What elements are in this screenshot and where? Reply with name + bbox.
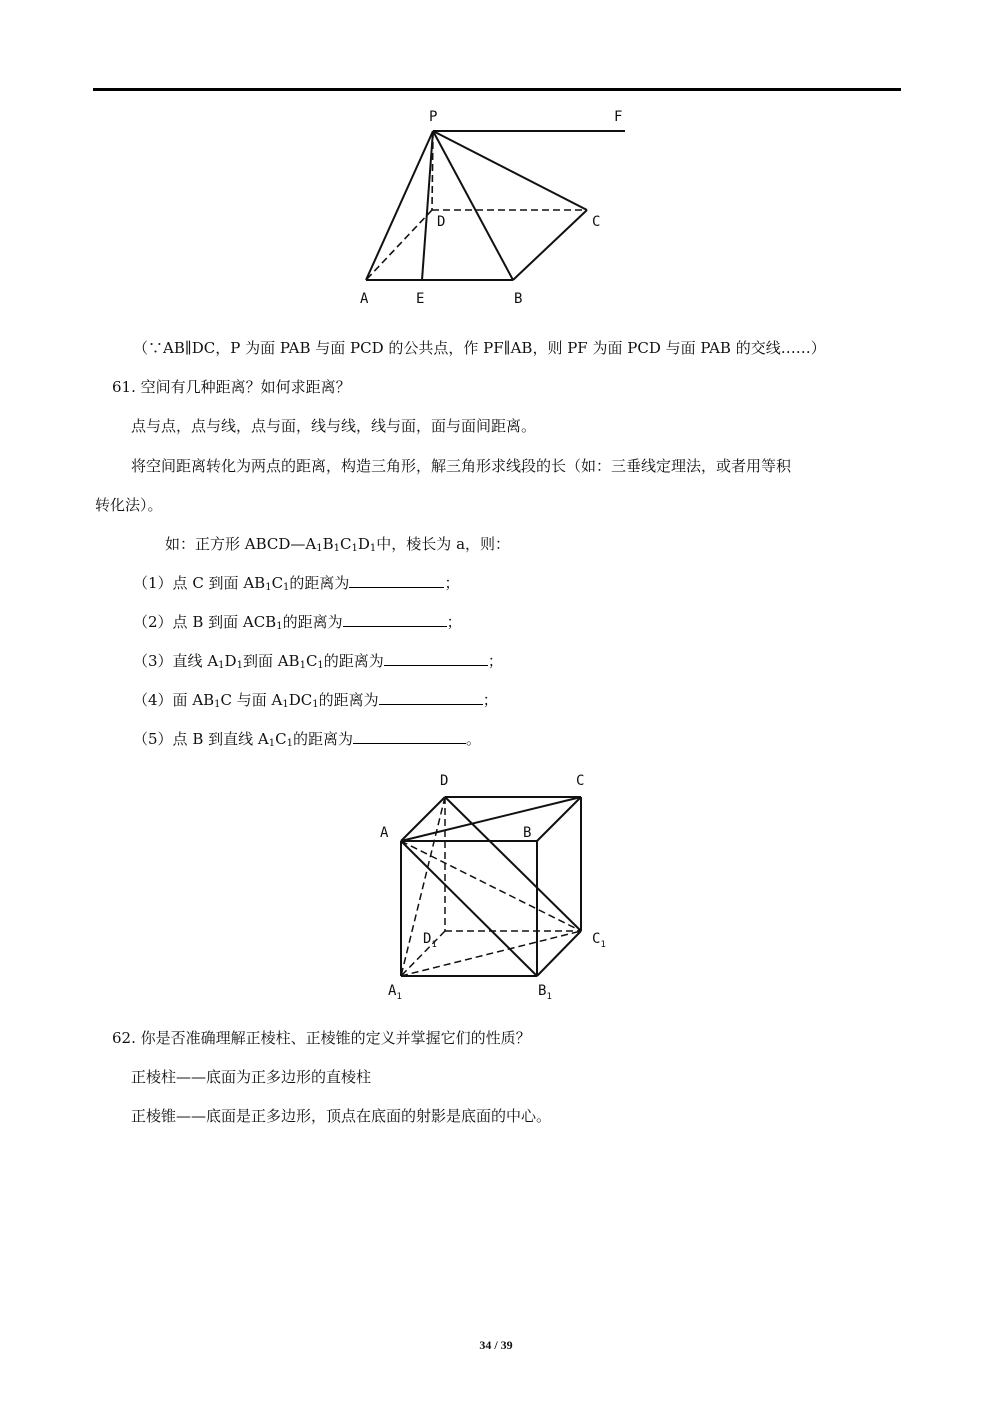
label-B: B (514, 291, 523, 307)
diag-AC (401, 797, 581, 841)
label-D: D (437, 214, 446, 230)
q62-question: 你是否准确理解正棱柱、正棱锥的定义并掌握它们的性质？ (140, 1029, 531, 1047)
answer-blank-2[interactable] (343, 612, 447, 627)
label-E: E (416, 291, 425, 307)
cube-label-A: A (380, 825, 389, 841)
cube-label-C1: $C_1$ (592, 931, 606, 950)
answer-blank-4[interactable] (379, 690, 483, 705)
edge-BC (537, 797, 581, 841)
cube-label-D: D (440, 773, 449, 789)
line-PC (433, 131, 587, 210)
diag-AC1 (401, 841, 581, 931)
q61-item-4: （4）面 $AB_1C$ 与面 $A_1DC_1$的距离为 ； (133, 691, 498, 710)
q61-question: 空间有几种距离？如何求距离？ (140, 378, 351, 396)
cube-label-B1: $B_1$ (538, 983, 552, 1002)
label-C: C (592, 214, 601, 230)
edge-AD (401, 797, 445, 841)
q61-answer2-line2: 转化法）。 (95, 496, 163, 514)
q62-number: 62. (112, 1029, 136, 1047)
q61-answer1: 点与点，点与线，点与面，线与线，线与面，面与面间距离。 (131, 417, 537, 435)
label-F: F (614, 109, 623, 125)
line-PD (432, 131, 433, 210)
edge-B1C1 (537, 931, 581, 976)
cube-label-A1: $A_1$ (388, 983, 402, 1002)
q61-number: 61. (112, 378, 136, 396)
answer-blank-1[interactable] (349, 573, 444, 588)
label-P: P (429, 109, 438, 125)
cube-label-C: C (576, 773, 585, 789)
line-BC (513, 210, 587, 280)
q61-example: 如：正方形 $ABCD—A_1B_1C_1D_1$中，棱长为 a，则： (165, 535, 511, 554)
line-PB (433, 131, 513, 280)
q61-item-3: （3）直线 $A_1D_1$到面 $AB_1C_1$的距离为 ； (133, 652, 503, 671)
q61-heading (112, 377, 351, 397)
q61-item-2: （2）点 B 到面 $ACB_1$的距离为 ； (133, 613, 462, 632)
diag-DA1 (401, 797, 445, 976)
cube-label-D1: $D_1$ (423, 931, 437, 950)
answer-blank-5[interactable] (353, 729, 466, 744)
q62-prism: 正棱柱——底面为正多边形的直棱柱 (131, 1068, 372, 1086)
q61-item-5: （5）点 B 到直线 $A_1C_1$的距离为 。 (133, 730, 481, 749)
q62-heading (112, 1028, 531, 1048)
cube-figure (370, 765, 620, 1005)
header-rule (93, 88, 901, 91)
pyramid-figure (340, 100, 660, 315)
q61-answer2-line1: 将空间距离转化为两点的距离，构造三角形，解三角形求线段的长（如：三垂线定理法，或者用等积 (131, 457, 792, 475)
note-text: （∵AB∥DC，P 为面 PAB 与面 PCD 的公共点，作 PF∥AB，则 PF 为面 PCD 与面 PAB 的交线……） (133, 339, 826, 357)
q61-item-1: （1）点 C 到面 $AB_1C_1$的距离为 ； (133, 574, 460, 593)
q62-pyramid: 正棱锥——底面是正多边形，顶点在底面的射影是底面的中心。 (131, 1107, 552, 1125)
cube-label-B: B (523, 825, 532, 841)
page-number: 34 / 39 (479, 1338, 513, 1352)
label-A: A (360, 291, 369, 307)
answer-blank-3[interactable] (384, 651, 488, 666)
